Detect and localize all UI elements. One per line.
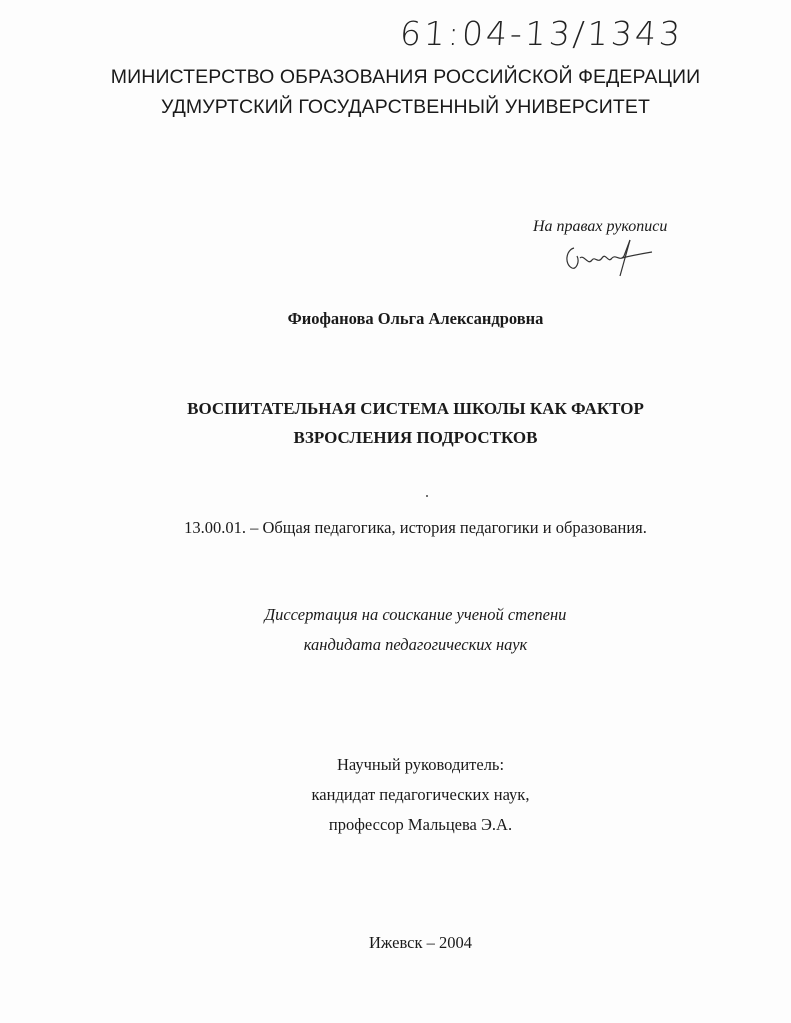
dissertation-title-line-1: ВОСПИТАТЕЛЬНАЯ СИСТЕМА ШКОЛЫ КАК ФАКТОР bbox=[187, 399, 644, 418]
supervisor-name: профессор Мальцева Э.А. bbox=[328, 815, 513, 834]
degree-statement-line-1: Диссертация на соискание ученой степени bbox=[264, 605, 567, 624]
specialty-code: 13.00.01. – Общая педагогика, история педагогики и образования. bbox=[184, 518, 647, 537]
archive-code: 61:04-13/1343 bbox=[398, 14, 685, 53]
ministry-heading: МИНИСТЕРСТВО ОБРАЗОВАНИЯ РОССИЙСКОЙ ФЕДЕРАЦИИ bbox=[110, 66, 701, 88]
supervisor-label: Научный руководитель: bbox=[336, 755, 505, 774]
signature-icon bbox=[560, 236, 660, 278]
city-year: Ижевск – 2004 bbox=[369, 933, 472, 952]
dissertation-title-line-2: ВЗРОСЛЕНИЯ ПОДРОСТКОВ bbox=[293, 428, 538, 447]
supervisor-degree: кандидат педагогических наук, bbox=[311, 785, 530, 804]
speck bbox=[426, 495, 428, 497]
manuscript-note: На правах рукописи bbox=[533, 218, 668, 235]
author-name: Фиофанова Ольга Александровна bbox=[287, 309, 544, 328]
university-heading: УДМУРТСКИЙ ГОСУДАРСТВЕННЫЙ УНИВЕРСИТЕТ bbox=[160, 96, 651, 118]
degree-statement-line-2: кандидата педагогических наук bbox=[303, 635, 528, 654]
